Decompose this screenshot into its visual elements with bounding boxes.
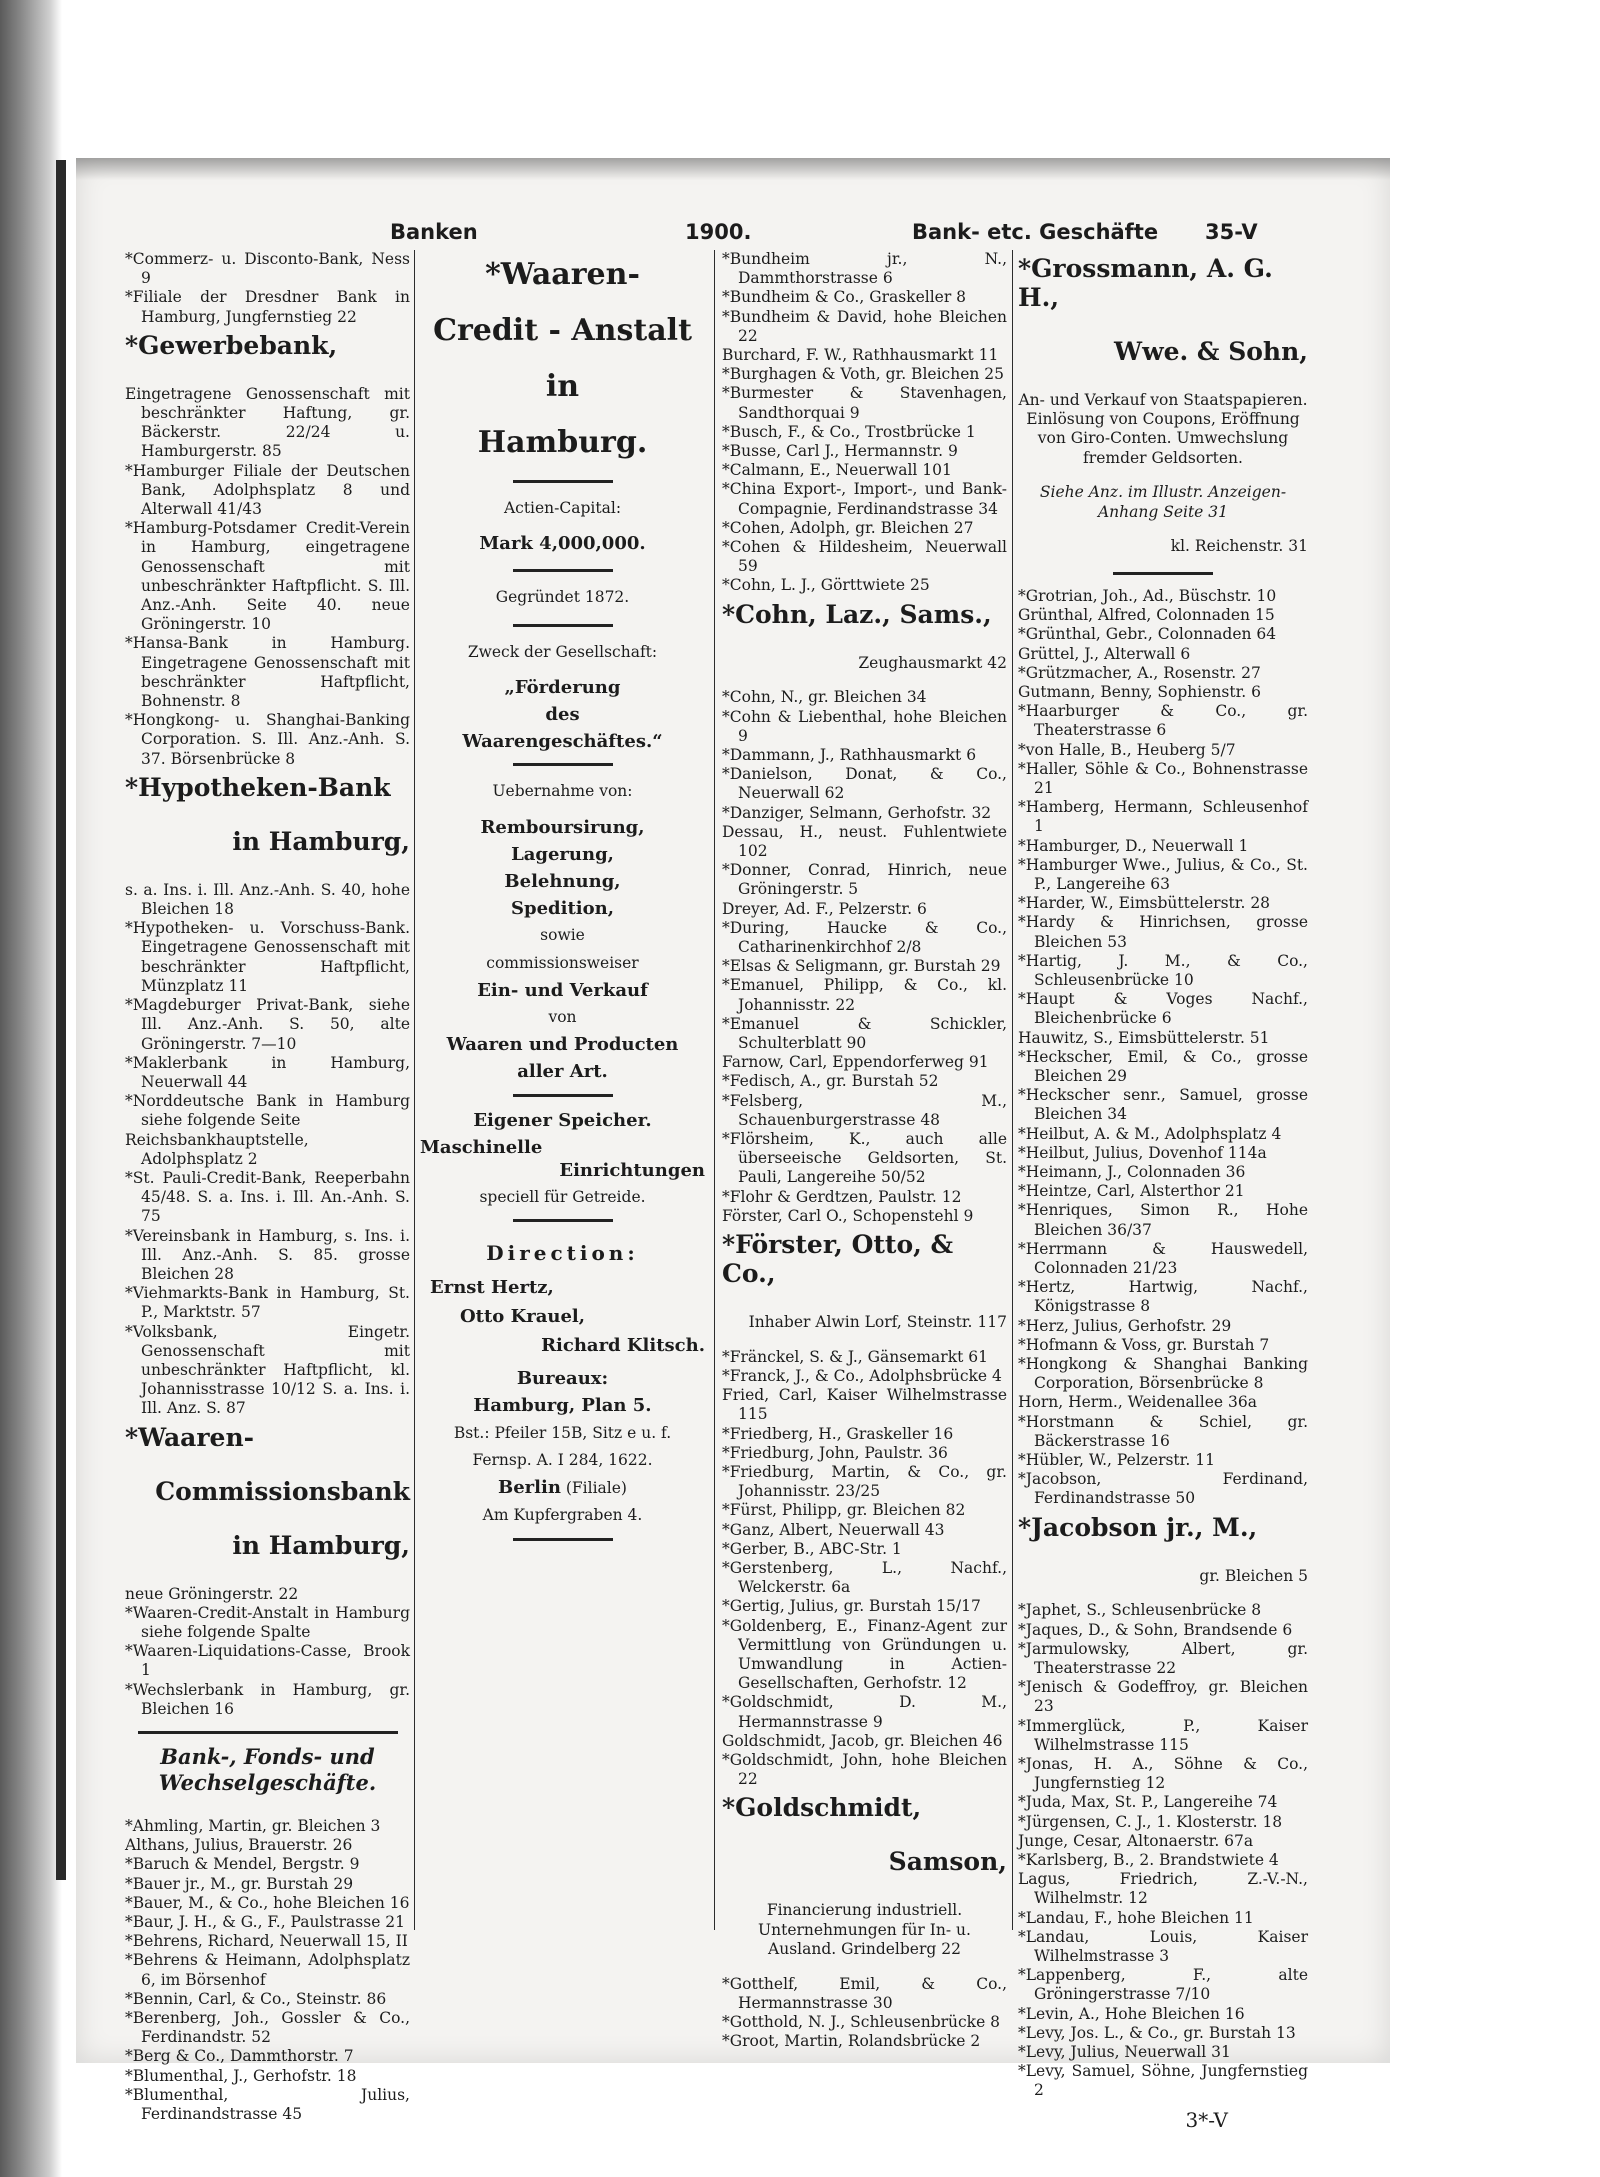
directory-entry: Lagus, Friedrich, Z.-V.-N., Wilhelmstr. 12 — [1018, 1870, 1308, 1908]
firm-heading: *Goldschmidt, — [722, 1793, 922, 1823]
directory-entry: *Berg & Co., Dammthorstr. 7 — [125, 2047, 354, 2066]
directory-entry: Farnow, Carl, Eppendorferweg 91 — [722, 1053, 989, 1072]
directory-entry: *Grützmacher, A., Rosenstr. 27 — [1018, 663, 1261, 682]
directory-entry: *Hertz, Hartwig, Nachf., Königstrasse 8 — [1018, 1278, 1308, 1316]
directory-entry: Förster, Carl O., Schopenstehl 9 — [722, 1206, 974, 1225]
directory-entry: *Gertig, Julius, gr. Burstah 15/17 — [722, 1597, 981, 1616]
ad-divider — [513, 1094, 613, 1097]
ad-service-1: Remboursirung, — [480, 816, 645, 838]
directory-entry: *Hofmann & Voss, gr. Burstah 7 — [1018, 1335, 1270, 1354]
column-1-entries — [125, 250, 410, 2124]
directory-entry: neue Gröningerstr. 22 — [125, 1584, 299, 1603]
column-rule-2 — [714, 250, 715, 1930]
directory-entry: Burchard, F. W., Rathhausmarkt 11 — [722, 346, 999, 365]
directory-entry: *Levin, A., Hohe Bleichen 16 — [1018, 2004, 1245, 2023]
directory-entry: *Heimann, J., Colonnaden 36 — [1018, 1163, 1246, 1182]
directory-entry: s. a. Ins. i. Ill. Anz.-Anh. S. 40, hohe Bleichen 18 — [125, 880, 410, 919]
directory-entry: *St. Pauli-Credit-Bank, Reeperbahn 45/48. S. a. Ins. i. Ill. An.-Anh. S. 75 — [125, 1168, 410, 1226]
directory-entry: *Danielson, Donat, & Co., Neuerwall 62 — [722, 765, 1007, 803]
directory-entry: *During, Haucke & Co., Catharinenkirchhof 2/8 — [722, 918, 1007, 956]
ad-berlin: Berlin — [498, 1477, 561, 1499]
firm-heading: *Waaren- — [125, 1422, 255, 1452]
directory-entry: *Volksbank, Eingetr. Genossenschaft mit unbeschränkter Haftpflicht, kl. Johannisstrasse 10/12 S. a. Ins. i. Ill. Anz. S. 87 — [125, 1322, 410, 1418]
firm-heading: *Cohn, Laz., Sams., — [722, 599, 992, 629]
directory-entry: *Lappenberg, F., alte Gröningerstrasse 7/10 — [1018, 1966, 1308, 2004]
directory-entry: *Blumenthal, Julius, Ferdinandstrasse 45 — [125, 2085, 410, 2124]
directory-entry: *Calmann, E., Neuerwall 101 — [722, 461, 952, 480]
directory-entry: *Goldschmidt, D. M., Hermannstrasse 9 — [722, 1693, 1007, 1731]
directory-entry: Reichsbankhauptstelle, Adolphsplatz 2 — [125, 1130, 309, 1168]
ad-berlin-note: (Filiale) — [565, 1479, 627, 1498]
directory-entry: *Franck, J., & Co., Adolphsbrücke 4 — [722, 1366, 1002, 1385]
firm-heading: *Förster, Otto, & Co., — [722, 1230, 954, 1289]
directory-entry: *Gotthelf, Emil, & Co., Hermannstrasse 30 — [722, 1974, 1007, 2012]
directory-entry: Hauwitz, S., Eimsbüttelerstr. 51 — [1018, 1028, 1270, 1047]
directory-entry: *Cohn, L. J., Görttwiete 25 — [722, 576, 930, 595]
ad-bureaux-address: Hamburg, Plan 5. — [473, 1395, 652, 1417]
page-header — [120, 216, 1320, 250]
column-rule-3 — [1012, 250, 1013, 1930]
ad-service-3: Belehnung, — [504, 871, 621, 893]
directory-entry: *Goldschmidt, John, hohe Bleichen 22 — [722, 1751, 1007, 1789]
header-topic: Bank- etc. Geschäfte — [912, 220, 1159, 244]
firm-heading-continued: in Hamburg, — [232, 826, 410, 856]
ad-storage-3: Einrichtungen — [559, 1160, 705, 1182]
ad-founded: Gegründet 1872. — [495, 588, 630, 607]
directory-entry: *Vereinsbank in Hamburg, s. Ins. i. Ill. Anz.-Anh. S. 85. grosse Bleichen 28 — [125, 1226, 410, 1283]
ad-purpose-label: Zweck der Gesellschaft: — [467, 642, 658, 661]
directory-entry: *Gotthold, N. J., Schleusenbrücke 8 — [722, 2012, 1001, 2031]
directory-entry: *Fürst, Philipp, gr. Bleichen 82 — [722, 1501, 966, 1520]
ad-takeover-label: Uebernahme von: — [492, 782, 633, 801]
directory-entry: Junge, Cesar, Altonaerstr. 67a — [1018, 1831, 1254, 1850]
directory-entry: *Felsberg, M., Schauenburgerstrasse 48 — [722, 1091, 1007, 1129]
column-2-advertisement — [420, 250, 705, 1553]
firm-heading-continued: Samson, — [888, 1847, 1007, 1877]
directory-entry: Horn, Herm., Weidenallee 36a — [1018, 1393, 1257, 1412]
directory-entry: Goldschmidt, Jacob, gr. Bleichen 46 — [722, 1731, 1003, 1750]
directory-entry: *Burmester & Stavenhagen, Sandthorquai 9 — [722, 384, 1007, 422]
ad-promo-2: des — [545, 704, 580, 726]
address-line: Zeughausmarkt 42 — [858, 653, 1007, 672]
directory-entry: *Blumenthal, J., Gerhofstr. 18 — [125, 2066, 357, 2085]
directory-entry: *Emanuel & Schickler, Schulterblatt 90 — [722, 1014, 1007, 1053]
directory-entry: *Commerz- u. Disconto-Bank, Ness 9 — [125, 250, 410, 288]
directory-entry: *Cohn, N., gr. Bleichen 34 — [722, 688, 927, 707]
directory-entry: *Bundheim jr., N., Dammthorstrasse 6 — [722, 250, 1007, 288]
firm-heading-continued: Wwe. & Sohn, — [1114, 337, 1308, 366]
directory-entry: Gutmann, Benny, Sophienstr. 6 — [1018, 682, 1262, 701]
directory-entry: *Horstmann & Schiel, gr. Bäckerstrasse 16 — [1018, 1412, 1308, 1450]
directory-entry: *Waaren-Credit-Anstalt in Hamburg siehe folgende Spalte — [125, 1603, 410, 1641]
directory-entry: *Friedberg, H., Graskeller 16 — [722, 1424, 954, 1443]
directory-entry: *Haller, Söhle & Co., Bohnenstrasse 21 — [1018, 759, 1308, 797]
directory-entry: *Cohen & Hildesheim, Neuerwall 59 — [722, 538, 1007, 576]
directory-entry: *Goldenberg, E., Finanz-Agent zur Vermittlung von Gründungen u. Umwandlung in Actien-Gesellschaften, Gerhofstr. 12 — [722, 1616, 1007, 1693]
directory-entry: *Jarmulowsky, Albert, gr. Theaterstrasse 22 — [1018, 1639, 1308, 1677]
directory-entry: *Jürgensen, C. J., 1. Klosterstr. 18 — [1018, 1812, 1283, 1831]
directory-entry: *Hongkong- u. Shanghai-Banking Corporation. S. Ill. Anz.-Anh. S. 37. Börsenbrücke 8 — [125, 711, 410, 768]
firm-heading: *Grossmann, A. G. H., — [1018, 254, 1273, 312]
column-3-entries — [722, 250, 1007, 2051]
directory-entry: *Groot, Martin, Rolandsbrücke 2 — [722, 2032, 981, 2051]
ad-title-line-3: in — [545, 369, 580, 404]
directory-entry: *Bundheim & David, hohe Bleichen 22 — [722, 307, 1007, 345]
directory-entry: *Hübler, W., Pelzerstr. 11 — [1018, 1451, 1215, 1470]
ad-divider — [513, 1219, 613, 1222]
directory-entry: *Heilbut, Julius, Dovenhof 114a — [1018, 1143, 1267, 1162]
description: Financierung industriell. Unternehmungen für In- u. Ausland. Grindelberg 22 — [758, 1901, 971, 1958]
directory-entry: *Maklerbank in Hamburg, Neuerwall 44 — [125, 1053, 410, 1091]
column-rule-1 — [414, 250, 415, 1930]
directory-entry: *Hypotheken- u. Vorschuss-Bank. Eingetragene Genossenschaft mit beschränkter Haftpflicht, Münzplatz 11 — [125, 919, 410, 995]
header-year: 1900. — [685, 220, 752, 244]
directory-entry: *Grünthal, Gebr., Colonnaden 64 — [1018, 625, 1277, 644]
directory-entry: *Fränckel, S. & J., Gänsemarkt 61 — [722, 1347, 988, 1366]
firm-heading-continued: Commissionsbank — [155, 1476, 410, 1506]
firm-heading: *Hypotheken-Bank — [125, 772, 391, 802]
ad-divider — [513, 569, 613, 572]
directory-entry: *Hartig, J. M., & Co., Schleusenbrücke 10 — [1018, 951, 1308, 989]
directory-entry: *Gerber, B., ABC-Str. 1 — [722, 1539, 902, 1558]
directory-entry: *Landau, F., hohe Bleichen 11 — [1018, 1908, 1254, 1927]
directory-entry: *Levy, Jos. L., & Co., gr. Burstah 13 — [1018, 2023, 1296, 2042]
directory-entry: *Cohn & Liebenthal, hohe Bleichen 9 — [722, 707, 1007, 745]
ad-branch: Bst.: Pfeiler 15B, Sitz e u. f. — [453, 1423, 672, 1442]
directory-entry: *Bundheim & Co., Graskeller 8 — [722, 288, 967, 307]
directory-entry: *Friedburg, John, Paulstr. 36 — [722, 1443, 948, 1462]
ad-promo-1: „Förderung — [504, 676, 621, 698]
directory-entry: *Japhet, S., Schleusenbrücke 8 — [1018, 1601, 1262, 1620]
page-shadow — [76, 158, 1390, 180]
directory-entry: Dessau, H., neust. Fuhlentwiete 102 — [722, 822, 1007, 860]
directory-entry: *Jaques, D., & Sohn, Brandsende 6 — [1018, 1620, 1293, 1639]
directory-entry: *Karlsberg, B., 2. Brandstwiete 4 — [1018, 1851, 1279, 1870]
directory-entry: *Ahmling, Martin, gr. Bleichen 3 — [125, 1816, 381, 1835]
directory-entry: *Haupt & Voges Nachf., Bleichenbrücke 6 — [1018, 990, 1308, 1028]
ad-service-10: aller Art. — [517, 1061, 608, 1083]
ad-title-line-4: Hamburg. — [477, 425, 648, 460]
directory-entry: *Haarburger & Co., gr. Theaterstrasse 6 — [1018, 702, 1308, 740]
ad-service-2: Lagerung, — [511, 843, 614, 865]
directory-entry: *Bauer jr., M., gr. Burstah 29 — [125, 1874, 354, 1893]
reference-note: Siehe Anz. im Illustr. Anzeigen-Anhang Seite 31 — [1039, 483, 1287, 521]
ad-promo-3: Waarengeschäftes.“ — [462, 731, 663, 753]
address-line: Inhaber Alwin Lorf, Steinstr. 117 — [748, 1313, 1007, 1332]
directory-entry: *Landau, Louis, Kaiser Wilhelmstrasse 3 — [1018, 1927, 1308, 1966]
ad-storage-4: speciell für Getreide. — [479, 1188, 646, 1207]
directory-entry: *Wechslerbank in Hamburg, gr. Bleichen 16 — [125, 1680, 410, 1718]
directory-entry: *Juda, Max, St. P., Langereihe 74 — [1018, 1793, 1278, 1812]
directory-entry: *Viehmarkts-Bank in Hamburg, St. P., Marktstr. 57 — [125, 1284, 410, 1322]
ad-capital-value: Mark 4,000,000. — [479, 533, 646, 555]
directory-entry: *China Export-, Import-, und Bank-Compagnie, Ferdinandstrasse 34 — [722, 480, 1007, 518]
directory-entry: *Hansa-Bank in Hamburg. Eingetragene Genossenschaft mit beschränkter Haftpflicht, Bohnenstr. 8 — [125, 634, 410, 711]
directory-entry: *Levy, Samuel, Söhne, Jungfernstieg 2 — [1018, 2062, 1308, 2100]
page-mark: 3*-V — [1185, 2107, 1228, 2132]
directory-entry: *Behrens & Heimann, Adolphsplatz 6, im Börsenhof — [125, 1951, 410, 1989]
directory-entry: *Hongkong & Shanghai Banking Corporation, Börsenbrücke 8 — [1018, 1355, 1308, 1393]
ad-service-7: Ein- und Verkauf — [477, 979, 648, 1001]
directory-entry: *Hamburger Wwe., Julius, & Co., St. P., Langereihe 63 — [1018, 855, 1308, 893]
directory-entry: Grüttel, J., Alterwall 6 — [1018, 644, 1191, 663]
directory-entry: Althans, Julius, Brauerstr. 26 — [125, 1836, 353, 1855]
directory-entry: *Immerglück, P., Kaiser Wilhelmstrasse 115 — [1018, 1716, 1308, 1754]
directory-entry: *Dammann, J., Rathhausmarkt 6 — [722, 745, 977, 764]
directory-entry: *Harder, W., Eimsbüttelerstr. 28 — [1018, 894, 1271, 913]
directory-entry: *Grotrian, Joh., Ad., Büschstr. 10 — [1018, 586, 1277, 605]
ad-service-9: Waaren und Producten — [446, 1034, 679, 1056]
description: An- und Verkauf von Staatspapieren. Einlösung von Coupons, Eröffnung von Giro-Conten. Umwechslung fremder Geldsorten. — [1018, 391, 1308, 467]
firm-heading-continued: in Hamburg, — [232, 1530, 410, 1560]
section-title: Bank-, Fonds- und Wechselgeschäfte. — [158, 1743, 377, 1795]
address-line: gr. Bleichen 5 — [1199, 1566, 1308, 1585]
directory-entry: Grünthal, Alfred, Colonnaden 15 — [1018, 606, 1275, 625]
directory-entry: *Elsas & Seligmann, gr. Burstah 29 — [722, 957, 1001, 976]
ad-service-5: sowie — [540, 926, 585, 945]
column-4-entries — [1018, 250, 1308, 2150]
directory-entry: *Flörsheim, K., auch alle überseeische Geldsorten, St. Pauli, Langereihe 50/52 — [722, 1130, 1007, 1187]
directory-entry: *Heckscher, Emil, & Co., grosse Bleichen 29 — [1018, 1047, 1308, 1085]
directory-entry: *Heckscher senr., Samuel, grosse Bleichen 34 — [1018, 1086, 1308, 1124]
ad-direction-label: Direction: — [486, 1241, 639, 1266]
ad-divider — [513, 763, 613, 766]
ad-capital-label: Actien-Capital: — [503, 499, 622, 517]
directory-entry: *Cohen, Adolph, gr. Bleichen 27 — [722, 518, 974, 537]
directory-entry: *Busch, F., & Co., Trostbrücke 1 — [722, 422, 976, 441]
previous-page-edge — [56, 160, 66, 1880]
address-line: kl. Reichenstr. 31 — [1170, 537, 1308, 556]
directory-entry: Dreyer, Ad. F., Pelzerstr. 6 — [722, 899, 927, 918]
directory-entry: *Emanuel, Philipp, & Co., kl. Johannisstr. 22 — [722, 976, 1007, 1014]
directory-entry: *Friedburg, Martin, & Co., gr. Johannisstr. 23/25 — [722, 1462, 1007, 1501]
directory-entry: *Jenisch & Godeffroy, gr. Bleichen 23 — [1018, 1678, 1308, 1716]
directory-entry: Fried, Carl, Kaiser Wilhelmstrasse 115 — [722, 1386, 1007, 1424]
directory-entry: *Henriques, Simon R., Hohe Bleichen 36/37 — [1018, 1201, 1308, 1239]
ad-divider — [513, 1538, 613, 1541]
directory-entry: *Baur, J. H., & G., F., Paulstrasse 21 — [125, 1913, 406, 1931]
directory-entry: *Herrmann & Hauswedell, Colonnaden 21/23 — [1018, 1239, 1308, 1278]
ad-phone: Fernsp. A. I 284, 1622. — [472, 1450, 653, 1469]
ad-berlin-address: Am Kupfergraben 4. — [482, 1506, 643, 1525]
ad-service-4: Spedition, — [511, 898, 614, 920]
directory-entry: *Burghagen & Voth, gr. Bleichen 25 — [722, 365, 1005, 384]
directory-entry: *Ganz, Albert, Neuerwall 43 — [722, 1520, 945, 1539]
directory-entry: *Donner, Conrad, Hinrich, neue Gröningerstr. 5 — [722, 861, 1007, 899]
directory-entry: *Hamburger Filiale der Deutschen Bank, Adolphsplatz 8 und Alterwall 41/43 — [125, 461, 410, 519]
firm-heading: *Gewerbebank, — [125, 330, 338, 360]
ad-divider — [513, 480, 613, 483]
ad-bureaux-label: Bureaux: — [516, 1368, 609, 1390]
ad-title-line-2: Credit - Anstalt — [433, 313, 692, 348]
firm-heading: *Jacobson jr., M., — [1018, 1512, 1258, 1542]
ad-director-2: Otto Krauel, — [460, 1305, 586, 1327]
directory-entry: *Filiale der Dresdner Bank in Hamburg, Jungfernstieg 22 — [125, 288, 410, 326]
directory-entry: *Bennin, Carl, & Co., Steinstr. 86 — [125, 1989, 387, 2008]
directory-entry: *Norddeutsche Bank in Hamburg siehe folgende Seite — [125, 1092, 410, 1130]
ad-title-line-1: *Waaren- — [485, 257, 640, 292]
directory-entry: *Herz, Julius, Gerhofstr. 29 — [1018, 1316, 1232, 1335]
section-divider — [138, 1731, 398, 1734]
directory-entry: *Bauer, M., & Co., hohe Bleichen 16 — [125, 1893, 410, 1912]
header-section: Banken — [390, 220, 478, 244]
directory-entry: *Hardy & Hinrichsen, grosse Bleichen 53 — [1018, 913, 1308, 951]
directory-entry: *Jacobson, Ferdinand, Ferdinandstrasse 50 — [1018, 1470, 1308, 1508]
ad-service-8: von — [548, 1008, 577, 1027]
directory-entry: *Flohr & Gerdtzen, Paulstr. 12 — [722, 1187, 962, 1206]
section-divider — [1113, 572, 1213, 575]
directory-entry: *Magdeburger Privat-Bank, siehe Ill. Anz.-Anh. S. 50, alte Gröningerstr. 7—10 — [125, 996, 410, 1053]
book-binding — [0, 0, 62, 2177]
directory-entry: *Hamberg, Hermann, Schleusenhof 1 — [1018, 798, 1308, 836]
directory-entry: *Busse, Carl J., Hermannstr. 9 — [722, 442, 958, 461]
directory-entry: *Waaren-Liquidations-Casse, Brook 1 — [125, 1642, 410, 1680]
directory-entry: *von Halle, B., Heuberg 5/7 — [1018, 740, 1236, 759]
directory-entry: *Fedisch, A., gr. Burstah 52 — [722, 1072, 939, 1091]
directory-entry: *Danziger, Selmann, Gerhofstr. 32 — [722, 803, 992, 822]
directory-entry: *Levy, Julius, Neuerwall 31 — [1018, 2043, 1231, 2062]
directory-entry: *Hamburger, D., Neuerwall 1 — [1018, 836, 1249, 855]
ad-director-1: Ernst Hertz, — [430, 1276, 554, 1298]
ad-berlin-line — [420, 1478, 705, 1498]
ad-director-3: Richard Klitsch. — [541, 1335, 705, 1357]
ad-storage-2: Maschinelle — [420, 1136, 543, 1158]
ad-service-6: commissionsweiser — [486, 953, 639, 972]
directory-entry: Eingetragene Genossenschaft mit beschränkter Haftung, gr. Bäckerstr. 22/24 u. Hamburgerstr. 85 — [125, 384, 410, 461]
directory-entry: *Hamburg-Potsdamer Credit-Verein in Hamburg, eingetragene Genossenschaft mit unbeschränkter Haftpflicht. S. Ill. Anz.-Anh. Seite 40. neue Gröningerstr. 10 — [125, 519, 410, 634]
header-page-number: 35-V — [1205, 220, 1258, 244]
directory-entry: *Baruch & Mendel, Bergstr. 9 — [125, 1855, 360, 1874]
directory-entry: *Gerstenberg, L., Nachf., Welckerstr. 6a — [722, 1558, 1007, 1597]
directory-entry: *Behrens, Richard, Neuerwall 15, II — [125, 1932, 408, 1951]
ad-divider — [513, 624, 613, 627]
directory-entry: *Berenberg, Joh., Gossler & Co., Ferdinandstr. 52 — [125, 2009, 410, 2047]
directory-entry: *Heilbut, A. & M., Adolphsplatz 4 — [1018, 1124, 1282, 1143]
directory-entry: *Heintze, Carl, Alsterthor 21 — [1018, 1182, 1245, 1201]
directory-entry: *Jonas, H. A., Söhne & Co., Jungfernstieg 12 — [1018, 1755, 1308, 1793]
ad-storage-1: Eigener Speicher. — [473, 1109, 652, 1131]
